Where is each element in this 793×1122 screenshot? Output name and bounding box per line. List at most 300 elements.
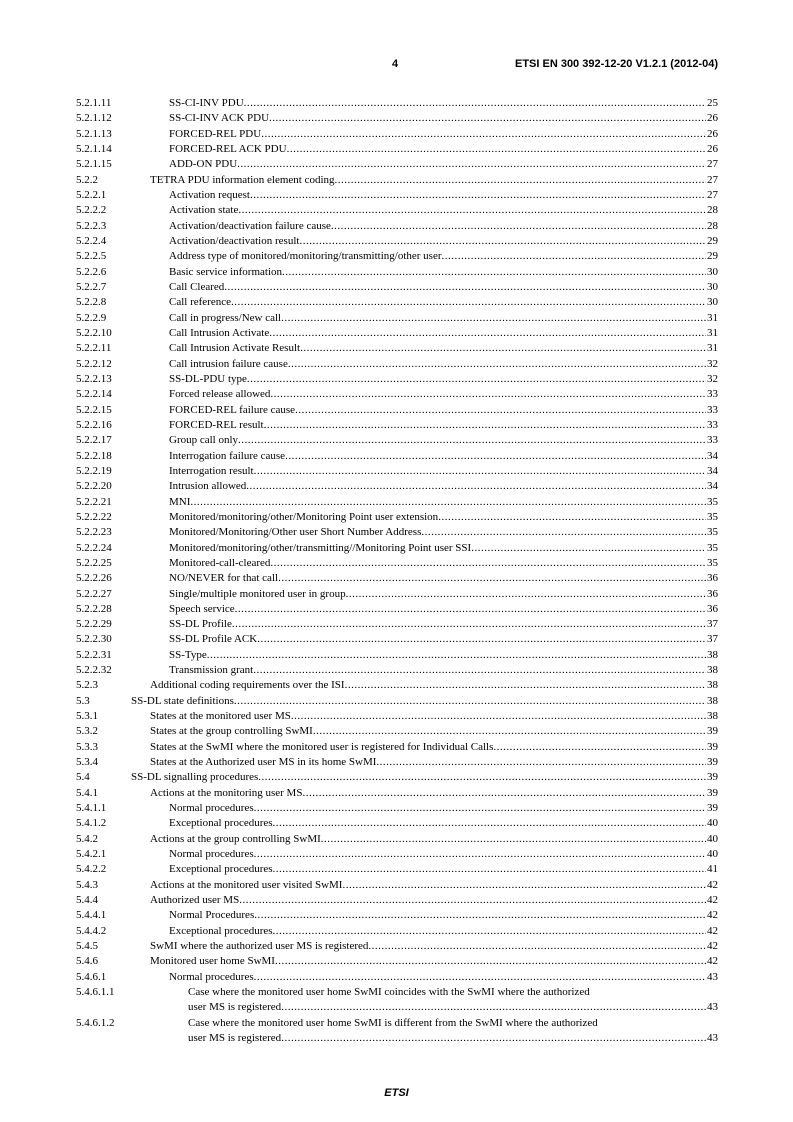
toc-entry-page: 30 xyxy=(707,296,718,309)
toc-entry-title: Address type of monitored/monitoring/transmitting/other user xyxy=(169,249,442,264)
toc-entry[interactable] xyxy=(76,510,718,525)
toc-leader-dots xyxy=(254,801,706,816)
toc-entry-number: 5.4.4.2 xyxy=(76,924,107,937)
footer-etsi-label: ETSI xyxy=(384,1087,409,1099)
toc-entry-title: Speech service xyxy=(169,602,235,617)
toc-leader-dots xyxy=(342,878,706,893)
toc-entry[interactable] xyxy=(76,479,718,494)
toc-entry-title: Monitored user home SwMI xyxy=(150,954,275,969)
toc-leader-dots xyxy=(471,541,706,556)
toc-entry[interactable] xyxy=(76,908,718,923)
toc-leader-dots xyxy=(235,602,706,617)
toc-entry-page: 27 xyxy=(707,188,718,201)
toc-leader-dots xyxy=(300,341,706,356)
toc-entry-title: Call Intrusion Activate xyxy=(169,326,269,341)
toc-entry-number: 5.2.2.11 xyxy=(76,342,112,355)
toc-entry-title-continued: user MS is registered xyxy=(188,1000,281,1015)
toc-leader-dots xyxy=(190,495,706,510)
toc-entry-title: States at the Authorized user MS in its home SwMI xyxy=(150,755,376,770)
toc-entry-page: 42 xyxy=(707,924,718,937)
toc-entry-number: 5.2.2.29 xyxy=(76,618,112,631)
toc-leader-dots xyxy=(237,157,706,172)
toc-leader-dots xyxy=(239,893,706,908)
toc-entry[interactable] xyxy=(76,954,718,969)
toc-entry-number: 5.2.1.15 xyxy=(76,158,112,171)
toc-entry-title: Single/multiple monitored user in group xyxy=(169,587,346,602)
toc-entry[interactable] xyxy=(76,786,718,801)
toc-entry-title: Monitored-call-cleared xyxy=(169,556,270,571)
toc-entry-number: 5.2.1.11 xyxy=(76,97,112,109)
toc-entry-number: 5.2.2.2 xyxy=(76,204,107,217)
toc-entry[interactable] xyxy=(76,924,718,939)
toc-entry-number: 5.4.2.1 xyxy=(76,848,107,861)
toc-entry-number: 5.2.2.23 xyxy=(76,526,112,539)
toc-entry-title: SS-CI-INV PDU xyxy=(169,96,244,111)
toc-entry-title: Monitored/monitoring/other/Monitoring Point user extension xyxy=(169,510,438,525)
toc-entry-page: 33 xyxy=(707,388,718,401)
toc-leader-dots xyxy=(238,433,706,448)
toc-entry[interactable] xyxy=(76,893,718,908)
toc-leader-dots xyxy=(224,280,706,295)
toc-entry-title: FORCED-REL PDU xyxy=(169,127,261,142)
toc-entry-title: Exceptional procedures xyxy=(169,862,273,877)
toc-entry-page: 43 xyxy=(707,970,718,983)
toc-entry[interactable] xyxy=(76,541,718,556)
toc-leader-dots xyxy=(254,464,706,479)
toc-entry-number: 5.2.2.21 xyxy=(76,495,112,508)
toc-entry-title: Actions at the monitoring user MS xyxy=(150,786,302,801)
toc-leader-dots xyxy=(270,387,706,402)
toc-entry-number: 5.3.3 xyxy=(76,740,98,753)
toc-entry-number: 5.4.5 xyxy=(76,940,98,953)
toc-entry-page: 35 xyxy=(707,526,718,539)
toc-entry-number: 5.2.2.8 xyxy=(76,296,107,309)
toc-entry-title: Call Cleared xyxy=(169,280,224,295)
toc-entry-page: 43 xyxy=(707,1032,718,1045)
toc-entry-page: 42 xyxy=(707,894,718,907)
toc-entry-page: 31 xyxy=(707,311,718,324)
toc-entry-page: 26 xyxy=(707,112,718,125)
toc-entry-number: 5.3.1 xyxy=(76,710,98,723)
toc-entry[interactable] xyxy=(76,464,718,479)
toc-entry[interactable] xyxy=(76,832,718,847)
toc-entry[interactable] xyxy=(76,234,718,249)
toc-entry[interactable] xyxy=(76,878,718,893)
toc-entry-title: Monitored/Monitoring/Other user Short Number Address xyxy=(169,525,421,540)
toc-entry-title: Normal procedures xyxy=(169,801,254,816)
toc-entry-title: Actions at the group controlling SwMI xyxy=(150,832,321,847)
toc-entry-page: 26 xyxy=(707,142,718,155)
header-document-id: ETSI EN 300 392-12-20 V1.2.1 (2012-04) xyxy=(514,58,718,70)
toc-entry-page: 28 xyxy=(707,219,718,232)
toc-leader-dots xyxy=(335,173,706,188)
toc-entry[interactable] xyxy=(76,96,718,111)
toc-entry-title: SS-DL Profile ACK xyxy=(169,632,257,647)
toc-entry-page: 36 xyxy=(707,572,718,585)
toc-leader-dots xyxy=(254,908,706,923)
toc-entry[interactable] xyxy=(76,862,718,877)
toc-entry-number: 5.2.2.5 xyxy=(76,250,107,263)
toc-leader-dots xyxy=(270,556,706,571)
toc-entry[interactable] xyxy=(76,219,718,234)
toc-entry-number: 5.2.2.32 xyxy=(76,664,112,677)
toc-entry[interactable] xyxy=(76,556,718,571)
toc-entry-title: Normal Procedures xyxy=(169,908,254,923)
toc-entry-number: 5.2.3 xyxy=(76,679,98,692)
toc-entry-number: 5.2.2.31 xyxy=(76,648,112,661)
toc-entry-number: 5.4.3 xyxy=(76,878,98,891)
toc-entry-page: 29 xyxy=(707,234,718,247)
toc-entry-number: 5.2.2.10 xyxy=(76,326,112,339)
toc-leader-dots xyxy=(285,449,706,464)
toc-entry-page: 27 xyxy=(707,158,718,171)
toc-leader-dots xyxy=(254,847,706,862)
toc-entry-page: 32 xyxy=(707,357,718,370)
toc-entry-page: 41 xyxy=(707,863,718,876)
toc-entry-title: MNI xyxy=(169,495,190,510)
toc-entry-number: 5.4.6 xyxy=(76,955,98,968)
toc-entry-page: 33 xyxy=(707,434,718,447)
toc-entry-page: 25 xyxy=(707,97,718,109)
toc-entry-title: Call intrusion failure cause xyxy=(169,357,288,372)
toc-entry-number: 5.4 xyxy=(76,771,90,784)
toc-entry-page: 39 xyxy=(707,740,718,753)
toc-leader-dots xyxy=(232,617,706,632)
toc-leader-dots xyxy=(345,678,706,693)
toc-entry-title: SS-CI-INV ACK PDU xyxy=(169,111,269,126)
toc-entry-page: 35 xyxy=(707,541,718,554)
toc-leader-dots xyxy=(331,219,706,234)
toc-entry[interactable] xyxy=(76,387,718,402)
toc-entry-page: 31 xyxy=(707,326,718,339)
toc-leader-dots xyxy=(253,663,706,678)
toc-entry-number: 5.2.2.26 xyxy=(76,572,112,585)
toc-entry-title: Interrogation failure cause xyxy=(169,449,285,464)
toc-entry-page: 31 xyxy=(707,342,718,355)
toc-entry-title: Case where the monitored user home SwMI coincides with the SwMI where the authorized xyxy=(188,986,590,999)
toc-entry-number: 5.3.4 xyxy=(76,756,98,769)
toc-leader-dots xyxy=(238,203,706,218)
toc-entry-title: Activation/deactivation result xyxy=(169,234,299,249)
toc-entry-number: 5.2.2.14 xyxy=(76,388,112,401)
toc-leader-dots xyxy=(234,694,706,709)
toc-entry[interactable] xyxy=(76,970,718,985)
toc-entry[interactable] xyxy=(76,617,718,632)
toc-entry[interactable] xyxy=(76,770,718,785)
toc-leader-dots xyxy=(438,510,706,525)
toc-entry-number: 5.2.2 xyxy=(76,173,98,186)
toc-leader-dots xyxy=(207,648,706,663)
toc-entry-number: 5.2.2.24 xyxy=(76,541,112,554)
toc-entry-number: 5.2.2.7 xyxy=(76,280,107,293)
toc-leader-dots xyxy=(264,418,706,433)
toc-leader-dots xyxy=(231,295,706,310)
toc-entry-title-continued: user MS is registered xyxy=(188,1031,281,1046)
toc-leader-dots xyxy=(246,479,706,494)
toc-entry[interactable] xyxy=(76,801,718,816)
toc-entry-page: 43 xyxy=(707,1001,718,1014)
toc-leader-dots xyxy=(281,311,706,326)
toc-entry[interactable] xyxy=(76,265,718,280)
toc-entry-number: 5.2.2.1 xyxy=(76,188,107,201)
toc-entry-page: 39 xyxy=(707,725,718,738)
toc-entry-number: 5.2.2.16 xyxy=(76,418,112,431)
toc-entry-number: 5.2.2.18 xyxy=(76,449,112,462)
toc-entry-title: SS-DL state definitions xyxy=(131,694,234,709)
toc-entry-title: Activation state xyxy=(169,203,238,218)
toc-entry-number: 5.2.2.27 xyxy=(76,587,112,600)
toc-entry-number: 5.4.2 xyxy=(76,832,98,845)
toc-entry-page: 30 xyxy=(707,265,718,278)
toc-entry[interactable] xyxy=(76,249,718,264)
toc-entry[interactable] xyxy=(76,295,718,310)
toc-leader-dots xyxy=(269,111,706,126)
toc-entry-page: 33 xyxy=(707,418,718,431)
toc-entry-title: TETRA PDU information element coding xyxy=(150,173,335,188)
toc-entry-title: FORCED-REL result xyxy=(169,418,264,433)
toc-leader-dots xyxy=(273,924,706,939)
toc-entry-page: 42 xyxy=(707,909,718,922)
toc-entry[interactable] xyxy=(76,985,718,1016)
toc-entry-page: 28 xyxy=(707,204,718,217)
toc-entry[interactable] xyxy=(76,326,718,341)
toc-entry[interactable] xyxy=(76,587,718,602)
toc-entry-title: Intrusion allowed xyxy=(169,479,246,494)
toc-leader-dots xyxy=(313,724,706,739)
toc-entry-number: 5.2.2.6 xyxy=(76,265,107,278)
toc-entry[interactable] xyxy=(76,939,718,954)
toc-leader-dots xyxy=(275,954,706,969)
toc-entry-title: ADD-ON PDU xyxy=(169,157,237,172)
toc-entry-page: 37 xyxy=(707,633,718,646)
toc-entry[interactable] xyxy=(76,632,718,647)
toc-entry[interactable] xyxy=(76,403,718,418)
toc-leader-dots xyxy=(288,357,706,372)
toc-entry[interactable] xyxy=(76,755,718,770)
toc-entry-page: 34 xyxy=(707,480,718,493)
toc-leader-dots xyxy=(281,1000,706,1015)
toc-entry-title: Transmission grant xyxy=(169,663,253,678)
toc-leader-dots xyxy=(269,326,706,341)
toc-entry-number: 5.2.2.20 xyxy=(76,480,112,493)
toc-leader-dots xyxy=(273,862,706,877)
toc-leader-dots xyxy=(261,127,706,142)
toc-entry-number: 5.3.2 xyxy=(76,725,98,738)
toc-leader-dots xyxy=(302,786,706,801)
toc-entry-page: 38 xyxy=(707,648,718,661)
toc-entry-number: 5.2.2.13 xyxy=(76,372,112,385)
toc-entry-title: States at the monitored user MS xyxy=(150,709,291,724)
toc-entry-number: 5.2.2.15 xyxy=(76,403,112,416)
toc-entry-title: SS-DL Profile xyxy=(169,617,232,632)
toc-leader-dots xyxy=(295,403,706,418)
toc-entry[interactable] xyxy=(76,740,718,755)
toc-leader-dots xyxy=(376,755,706,770)
toc-entry-page: 42 xyxy=(707,940,718,953)
toc-entry-title: Actions at the monitored user visited SwMI xyxy=(150,878,342,893)
toc-leader-dots xyxy=(281,1031,706,1046)
toc-entry-title: Case where the monitored user home SwMI is different from the SwMI where the authorized xyxy=(188,1016,598,1029)
table-of-contents xyxy=(76,96,718,1046)
toc-entry[interactable] xyxy=(76,709,718,724)
toc-entry[interactable] xyxy=(76,724,718,739)
toc-entry-page: 40 xyxy=(707,848,718,861)
toc-entry-title: Monitored/monitoring/other/transmitting//Monitoring Point user SSI xyxy=(169,541,471,556)
toc-entry-page: 36 xyxy=(707,587,718,600)
toc-entry[interactable] xyxy=(76,678,718,693)
toc-entry[interactable] xyxy=(76,372,718,387)
toc-entry-page: 37 xyxy=(707,618,718,631)
toc-entry-title: Call Intrusion Activate Result xyxy=(169,341,300,356)
toc-entry-page: 36 xyxy=(707,602,718,615)
toc-entry[interactable] xyxy=(76,188,718,203)
toc-entry-title: Additional coding requirements over the ISI xyxy=(150,678,345,693)
toc-leader-dots xyxy=(257,632,706,647)
toc-entry-page: 39 xyxy=(707,786,718,799)
toc-entry-page: 30 xyxy=(707,280,718,293)
toc-entry-number: 5.2.2.28 xyxy=(76,602,112,615)
toc-entry-number: 5.2.2.4 xyxy=(76,234,107,247)
toc-entry-number: 5.2.2.22 xyxy=(76,510,112,523)
toc-entry[interactable] xyxy=(76,280,718,295)
toc-entry[interactable] xyxy=(76,816,718,831)
toc-entry-title: SS-Type xyxy=(169,648,207,663)
toc-entry-number: 5.2.2.19 xyxy=(76,464,112,477)
toc-entry-title: SS-DL-PDU type xyxy=(169,372,247,387)
toc-entry-title: Activation/deactivation failure cause xyxy=(169,219,331,234)
toc-entry-number: 5.4.4.1 xyxy=(76,909,107,922)
toc-entry[interactable] xyxy=(76,203,718,218)
toc-entry-title: NO/NEVER for that call xyxy=(169,571,278,586)
toc-entry-page: 38 xyxy=(707,679,718,692)
toc-entry-title: Basic service information xyxy=(169,265,282,280)
toc-entry[interactable] xyxy=(76,648,718,663)
toc-entry-number: 5.4.1.1 xyxy=(76,802,107,815)
toc-leader-dots xyxy=(346,587,706,602)
toc-entry-page: 32 xyxy=(707,372,718,385)
toc-leader-dots xyxy=(287,142,706,157)
toc-entry-number: 5.4.2.2 xyxy=(76,863,107,876)
toc-entry-number: 5.2.2.30 xyxy=(76,633,112,646)
toc-entry-number: 5.4.6.1 xyxy=(76,970,107,983)
toc-entry-title: Normal procedures xyxy=(169,970,254,985)
toc-entry[interactable] xyxy=(76,525,718,540)
toc-entry-page: 34 xyxy=(707,464,718,477)
toc-entry-title: States at the SwMI where the monitored user is registered for Individual Calls xyxy=(150,740,493,755)
toc-entry-page: 42 xyxy=(707,878,718,891)
toc-entry[interactable] xyxy=(76,142,718,157)
toc-entry[interactable] xyxy=(76,157,718,172)
toc-leader-dots xyxy=(321,832,706,847)
toc-leader-dots xyxy=(273,816,706,831)
toc-leader-dots xyxy=(442,249,706,264)
toc-entry-page: 39 xyxy=(707,771,718,784)
toc-entry-page: 35 xyxy=(707,510,718,523)
toc-leader-dots xyxy=(421,525,706,540)
toc-entry-title: Forced release allowed xyxy=(169,387,270,402)
toc-entry-title: Interrogation result xyxy=(169,464,254,479)
toc-entry-title: Activation request xyxy=(169,188,250,203)
toc-leader-dots xyxy=(299,234,706,249)
toc-entry-number: 5.4.6.1.2 xyxy=(76,1016,115,1029)
toc-entry[interactable] xyxy=(76,341,718,356)
header-page-number: 4 xyxy=(392,58,399,70)
toc-leader-dots xyxy=(247,372,706,387)
toc-leader-dots xyxy=(244,96,706,111)
toc-entry-title: Call reference xyxy=(169,295,231,310)
toc-entry[interactable] xyxy=(76,127,718,142)
toc-entry-title: Exceptional procedures xyxy=(169,816,273,831)
toc-entry-page: 35 xyxy=(707,495,718,508)
toc-entry-page: 38 xyxy=(707,710,718,723)
toc-leader-dots xyxy=(254,970,706,985)
toc-entry[interactable] xyxy=(76,433,718,448)
toc-entry-number: 5.2.1.13 xyxy=(76,127,112,140)
toc-leader-dots xyxy=(278,571,706,586)
toc-entry-number: 5.2.2.25 xyxy=(76,556,112,569)
toc-entry-title: FORCED-REL failure cause xyxy=(169,403,295,418)
toc-entry[interactable] xyxy=(76,847,718,862)
toc-entry-number: 5.2.2.12 xyxy=(76,357,112,370)
toc-entry-page: 27 xyxy=(707,173,718,186)
toc-entry-page: 40 xyxy=(707,832,718,845)
toc-entry[interactable] xyxy=(76,111,718,126)
toc-entry-title: SS-DL signalling procedures xyxy=(131,770,258,785)
toc-entry-page: 39 xyxy=(707,756,718,769)
toc-entry-number: 5.4.6.1.1 xyxy=(76,986,115,999)
toc-entry-page: 34 xyxy=(707,449,718,462)
toc-entry-number: 5.2.2.9 xyxy=(76,311,107,324)
toc-entry-page: 35 xyxy=(707,556,718,569)
toc-entry-number: 5.4.1.2 xyxy=(76,817,107,830)
toc-entry-title: Group call only xyxy=(169,433,238,448)
toc-entry-title: SwMI where the authorized user MS is registered xyxy=(150,939,368,954)
toc-entry[interactable] xyxy=(76,495,718,510)
toc-entry-title: Exceptional procedures xyxy=(169,924,273,939)
toc-entry-title: Authorized user MS xyxy=(150,893,239,908)
toc-entry[interactable] xyxy=(76,663,718,678)
toc-entry[interactable] xyxy=(76,418,718,433)
toc-leader-dots xyxy=(493,740,706,755)
toc-entry-page: 39 xyxy=(707,802,718,815)
toc-leader-dots xyxy=(282,265,706,280)
toc-entry[interactable] xyxy=(76,357,718,372)
toc-entry-title: FORCED-REL ACK PDU xyxy=(169,142,287,157)
toc-leader-dots xyxy=(368,939,706,954)
toc-entry[interactable] xyxy=(76,1016,718,1047)
toc-entry-page: 38 xyxy=(707,664,718,677)
toc-entry[interactable] xyxy=(76,694,718,709)
toc-entry-number: 5.2.2.3 xyxy=(76,219,107,232)
toc-leader-dots xyxy=(291,709,706,724)
toc-entry[interactable] xyxy=(76,173,718,188)
toc-entry-page: 40 xyxy=(707,817,718,830)
toc-entry[interactable] xyxy=(76,311,718,326)
toc-entry[interactable] xyxy=(76,449,718,464)
toc-leader-dots xyxy=(258,770,706,785)
toc-entry-title: Call in progress/New call xyxy=(169,311,281,326)
toc-entry-number: 5.4.4 xyxy=(76,894,98,907)
toc-entry[interactable] xyxy=(76,602,718,617)
toc-entry-page: 33 xyxy=(707,403,718,416)
toc-entry-page: 29 xyxy=(707,250,718,263)
toc-entry-number: 5.2.1.14 xyxy=(76,142,112,155)
toc-entry-number: 5.2.2.17 xyxy=(76,434,112,447)
toc-entry-number: 5.4.1 xyxy=(76,786,98,799)
toc-entry-title: States at the group controlling SwMI xyxy=(150,724,313,739)
toc-entry-number: 5.2.1.12 xyxy=(76,112,112,125)
toc-entry[interactable] xyxy=(76,571,718,586)
